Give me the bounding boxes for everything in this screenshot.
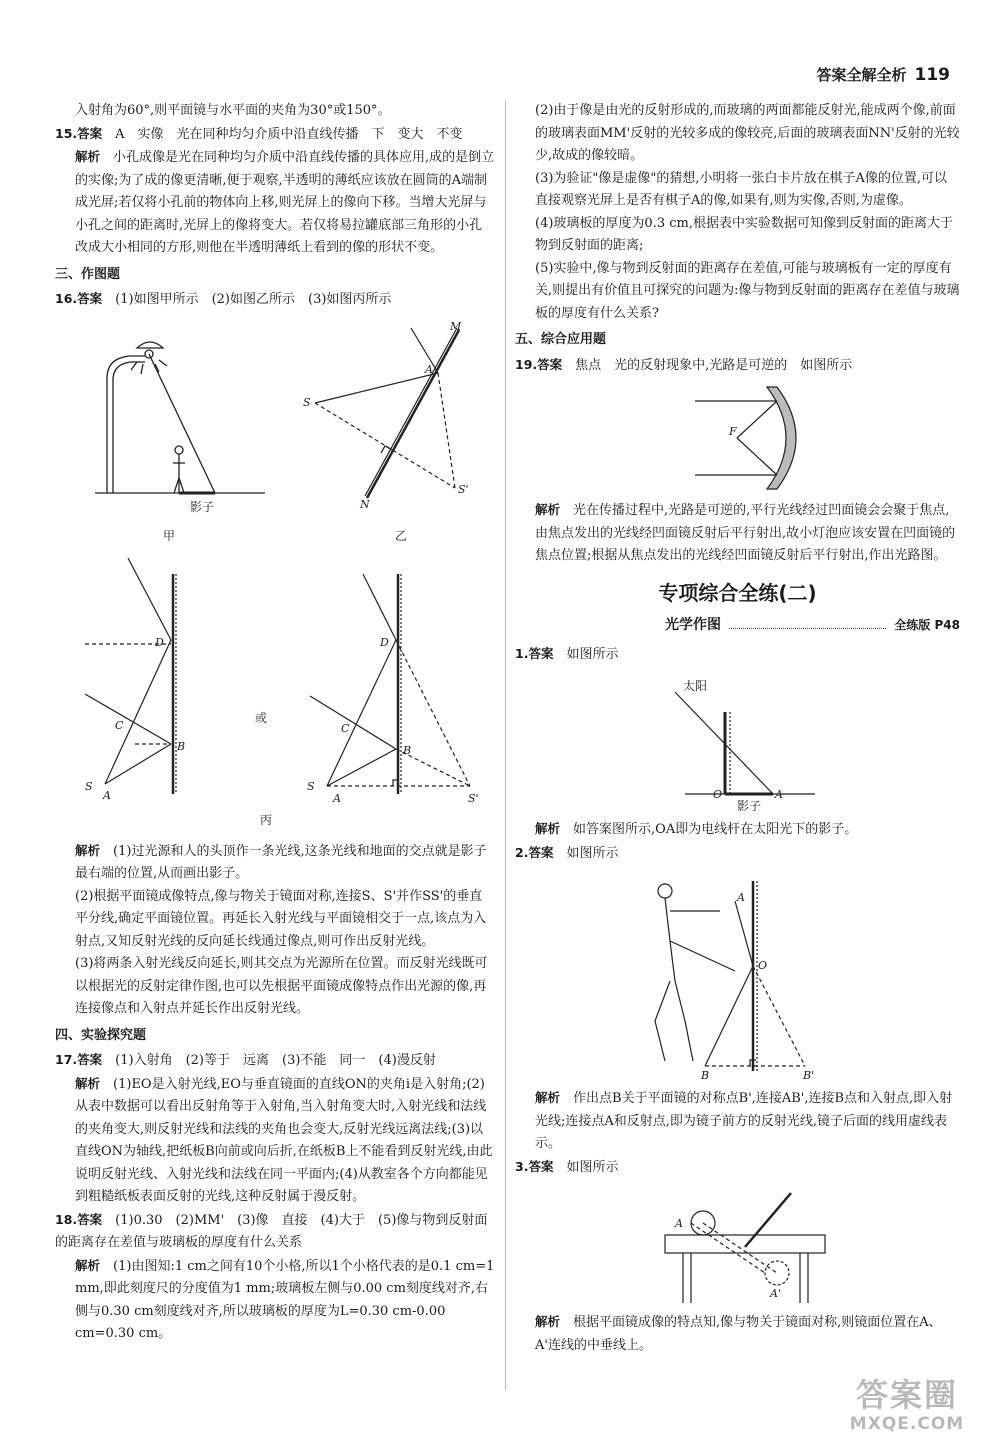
mirror-diagram (315, 328, 459, 498)
q19-answer: 19.答案 焦点 光的反射现象中,光路是可逆的 如图所示 (515, 356, 853, 373)
bing-right-diagram (310, 574, 470, 794)
svg-text:A: A (425, 362, 433, 376)
paragraph: (5)实验中,像与物到反射面的距离存在差值,可能与玻璃板有一定的厚度有关,则提出有价值且可探究的问题为:像与物到反射面的距离存在差值与玻璃板的厚度有什么关系? (535, 260, 960, 321)
svg-text:A: A (675, 1217, 683, 1230)
q16-explanation: 解析 (1)过光源和人的头顶作一条光线,这条光线和地面的交点就是影子最右端的位置,从而画出影子。 (75, 842, 487, 881)
svg-text:N: N (360, 497, 370, 511)
s3-answer: 3.答案 如图所示 (515, 1158, 619, 1175)
svg-text:B: B (403, 743, 412, 757)
left-column (55, 100, 495, 1346)
column-divider (505, 100, 506, 1390)
svg-text:S': S' (458, 482, 469, 496)
leader-dots (729, 621, 886, 629)
svg-text:S: S (303, 395, 311, 409)
svg-text:B': B' (803, 1069, 815, 1081)
page-header (816, 64, 950, 87)
or-label: 或 (255, 710, 268, 725)
q18-answer: 18.答案 (1)0.30 (2)MM' (3)像 直接 (4)大于 (5)像与物到反射面的距离存在差值与玻璃板的厚度有什么关系 (55, 1211, 488, 1250)
page-reference: 全练版 P48 (894, 618, 960, 632)
special-section-title: 专项综合全练(二) (658, 580, 817, 605)
sun-label: 太阳 (683, 679, 708, 693)
paragraph: (3)为验证"像是虚像"的猜想,小明将一张白卡片放在棋子A像的位置,可以直接观察光屏上是否有棋子A的像,如果有,则为实像,否则,为虚像。 (535, 170, 948, 208)
gymnast-mirror-figure (515, 871, 960, 1081)
header-title: 答案全解全析 (816, 66, 907, 84)
s1-answer: 1.答案 如图所示 (515, 645, 619, 662)
q19-explanation: 解析 光在传播过程中,光路是可逆的,平行光线经过凹面镜会会聚于焦点,由焦点发出的光线经凹面镜反射后平行射出,故小灯泡应该安置在凹面镜的焦点位置;根据从焦点发出的光线经凹面镜反射后平行射出,作出光路图。 (535, 502, 956, 563)
watermark-logo: 答案圈 MXQE.COM (849, 1376, 965, 1434)
s2-explanation: 解析 作出点B关于平面镜的对称点B',连接AB',连接B点和入射点,即入射光线;连接点A和反射点,即为镜子前方的反射光线,镜子后面的线用虚线表示。 (535, 1090, 953, 1151)
page-number: 119 (914, 65, 950, 85)
s3-explanation: 解析 根据平面镜成像的特点知,像与物关于镜面对称,则镜面位置在A、A'连线的中垂线上。 (535, 1314, 942, 1353)
svg-text:C: C (341, 721, 350, 735)
svg-text:A': A' (770, 1287, 781, 1300)
svg-text:D: D (155, 635, 164, 649)
figure-label-jia: 甲 (163, 528, 176, 543)
figure-jia-yi (55, 318, 495, 548)
figure-bing (55, 554, 495, 834)
svg-text:A: A (103, 788, 111, 802)
svg-text:D: D (380, 635, 389, 649)
svg-text:B: B (177, 739, 186, 753)
svg-text:B: B (701, 1069, 710, 1081)
svg-text:O: O (713, 788, 723, 801)
svg-text:A: A (737, 891, 745, 904)
shadow-label: 影子 (737, 799, 762, 812)
paragraph: (2)由于像是由光的反射形成的,而玻璃的两面都能反射光,能成两个像,前面的玻璃表面MM'反射的光较多成的像较亮,后面的玻璃表面NN'反射的光较少,故成的像较暗。 (535, 103, 960, 163)
q17-answer: 17.答案 (1)入射角 (2)等于 远离 (3)不能 同一 (4)漫反射 (55, 1052, 436, 1068)
svg-text:O: O (758, 959, 768, 972)
paragraph: (2)根据平面镜成像特点,像与物关于镜面对称,连接S、S'并作SS'的垂直平分线,确定平面镜位置。再延长入射光线与平面镜相交于一点,该点为入射点,又知反射光线的反向延长线通过像点,则可作出反射光线。 (75, 888, 487, 949)
paragraph: (4)玻璃板的厚度为0.3 cm,根据表中实验数据可知像到反射面的距离大于物到反射面的距离; (535, 215, 953, 253)
q15-answer: 15.答案 A 实像 光在同种均匀介质中沿直线传播 下 变大 不变 (55, 125, 463, 142)
pole-shadow-figure (515, 672, 960, 812)
svg-text:C: C (115, 718, 124, 732)
concave-mirror-figure (515, 383, 960, 493)
bing-left-diagram (85, 558, 176, 794)
special-section-subtitle: 光学作图 全练版 P48 (515, 614, 960, 637)
shadow-label: 影子 (190, 499, 215, 514)
paragraph: (3)将两条入射光线反向延长,则其交点为光源所在位置。而反射光线既可以根据光的反射定律作图,也可以先根据平面镜成像特点作出光源的像,再连接像点和入射点并延长作出反射光线。 (75, 956, 488, 1016)
svg-text:A: A (333, 791, 341, 805)
explanation-label: 解析 (75, 149, 101, 164)
right-column (515, 100, 960, 1357)
section-heading: 三、作图题 (55, 266, 121, 282)
section-heading: 五、综合应用题 (515, 332, 607, 347)
svg-text:S: S (85, 779, 93, 793)
section-heading: 四、实验探究题 (55, 1027, 147, 1043)
q15-explanation: 解析 小孔成像是光在同种均匀介质中沿直线传播的具体应用,成的是倒立的实像;为了成的像更清晰,便于观察,半透明的薄纸应该放在圆筒的A端制成光屏;若仅将小孔前的物体向上移,则光屏上的像向下移。当增大光屏与小孔之间的距离时,光屏上的像将变大。若仅将易拉罐底部三角形的小孔改成大小相同的方形,则他在半透明薄纸上看到的像的形状不变。 (75, 149, 495, 255)
s2-answer: 2.答案 如图所示 (515, 844, 619, 861)
svg-text:A: A (775, 788, 783, 801)
paragraph: 入射角为60°,则平面镜与水平面的夹角为30°或150°。 (75, 103, 391, 118)
figure-label-bing: 丙 (260, 812, 273, 827)
q18-explanation: 解析 (1)由图知:1 cm之间有10个小格,所以1个小格代表的是0.1 cm=1 mm,即此刻度尺的分度值为1 mm;玻璃板左侧与0.00 cm刻度线对齐,右侧与0.30 cm刻度线对齐,所以玻璃板的厚度为L=0.30 cm-0.00 cm=0.30 cm。 (75, 1257, 495, 1341)
q17-explanation: 解析 (1)EO是入射光线,EO与垂直镜面的直线ON的夹角i是入射角;(2)从表中数据可以看出反射角等于入射角,当入射角变大时,入射光线和法线的夹角变大,则反射光线和法线的夹角也会变大,反射光线远离法线;(3)以直线ON为轴线,把纸板B向前或向后折,在纸板B上不能看到反射光线,由此说明反射光线、入射光线和法线在同一平面内;(4)从教室各个方向都能见到粗糙纸板表面反射的光线,这种反射属于漫反射。 (75, 1075, 493, 1204)
svg-text:S: S (307, 779, 315, 793)
q16-answer: 16.答案 (1)如图甲所示 (2)如图乙所示 (3)如图丙所示 (55, 291, 392, 307)
answer-label: 15.答案 (55, 125, 103, 141)
svg-text:S': S' (468, 791, 479, 805)
figure-label-yi: 乙 (395, 528, 408, 543)
svg-text:F: F (729, 425, 737, 438)
table-mirror-figure (515, 1185, 960, 1305)
s1-explanation: 解析 如答案图所示,OA即为电线杆在太阳光下的影子。 (535, 821, 858, 837)
svg-text:M: M (450, 319, 462, 333)
lamp-diagram (95, 342, 265, 493)
